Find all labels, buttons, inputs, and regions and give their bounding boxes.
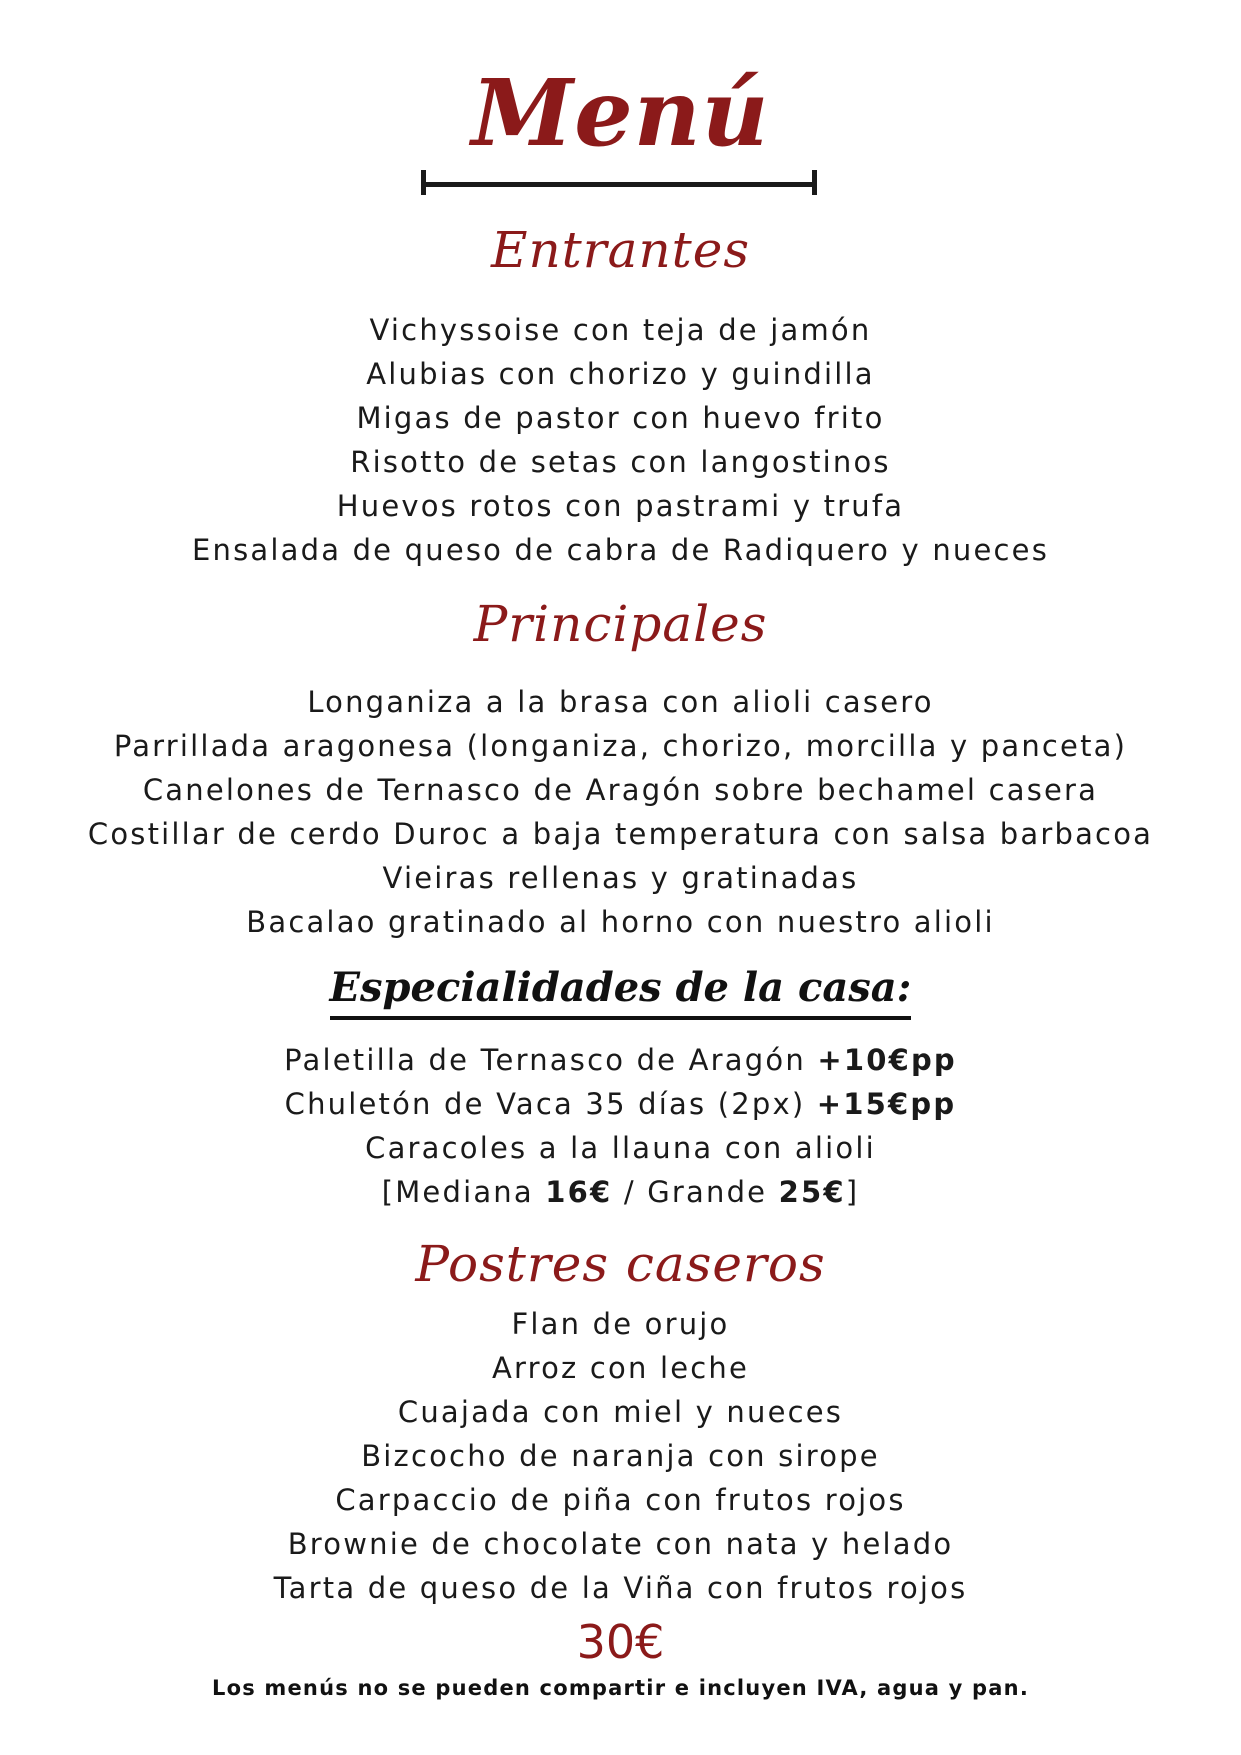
list-item: Vieiras rellenas y gratinadas — [382, 861, 859, 895]
list-item: Cuajada con miel y nueces — [397, 1395, 844, 1429]
list-item — [0, 1038, 1241, 1082]
list-item: Risotto de setas con langostinos — [350, 445, 891, 479]
list-item: Canelones de Ternasco de Aragón sobre bechamel casera — [142, 773, 1099, 807]
list-item: Parrillada aragonesa (longaniza, chorizo, morcilla y panceta) — [113, 729, 1128, 763]
list-item: Bacalao gratinado al horno con nuestro alioli — [246, 905, 995, 939]
list-item: Longaniza a la brasa con alioli casero — [307, 685, 934, 719]
especialidades-heading-text: Especialidades de la casa: — [330, 960, 912, 1020]
list-item: Huevos rotos con pastrami y trufa — [336, 489, 905, 523]
entrantes-list — [0, 308, 1241, 572]
list-item: Carpaccio de piña con frutos rojos — [335, 1483, 906, 1517]
caracoles-prices — [0, 1170, 1241, 1214]
list-item: Ensalada de queso de cabra de Radiquero y nueces — [191, 533, 1050, 567]
especialidad-name: Paletilla de Ternasco de Aragón — [284, 1043, 806, 1077]
especialidad-supplement: +10€pp — [817, 1043, 957, 1077]
menu-footnote: Los menús no se pueden compartir e incluyen IVA, agua y pan. — [211, 1676, 1029, 1700]
list-item — [0, 1082, 1241, 1126]
especialidades-list — [0, 1038, 1241, 1214]
list-item: Arroz con leche — [491, 1351, 750, 1385]
list-item: Tarta de queso de la Viña con frutos rojos — [273, 1571, 968, 1605]
list-item: Caracoles a la llauna con alioli — [365, 1131, 876, 1165]
list-item: Brownie de chocolate con nata y helado — [287, 1527, 954, 1561]
section-heading-especialidades — [0, 960, 1241, 1020]
price-mediana: 16€ — [545, 1175, 613, 1209]
list-item: Costillar de cerdo Duroc a baja temperatura con salsa barbacoa — [87, 817, 1154, 851]
section-heading-principales: Principales — [473, 595, 768, 653]
principales-list — [0, 680, 1241, 944]
especialidad-name: Chuletón de Vaca 35 días (2px) — [284, 1087, 806, 1121]
price-grande: 25€ — [778, 1175, 846, 1209]
list-item: Migas de pastor con huevo frito — [356, 401, 885, 435]
section-heading-entrantes: Entrantes — [490, 221, 751, 279]
especialidad-supplement: +15€pp — [816, 1087, 957, 1121]
list-item: Flan de orujo — [511, 1307, 730, 1341]
price-open: [Mediana — [381, 1175, 534, 1209]
price-separator: / Grande — [623, 1175, 768, 1209]
title-divider — [421, 180, 817, 186]
list-item: Vichyssoise con teja de jamón — [369, 313, 872, 347]
list-item: Alubias con chorizo y guindilla — [366, 357, 875, 391]
postres-list — [0, 1302, 1241, 1610]
price-close: ] — [845, 1175, 860, 1209]
menu-title: Menú — [471, 59, 770, 167]
section-heading-postres: Postres caseros — [415, 1235, 826, 1293]
list-item: Bizcocho de naranja con sirope — [361, 1439, 880, 1473]
menu-price: 30€ — [576, 1615, 665, 1669]
